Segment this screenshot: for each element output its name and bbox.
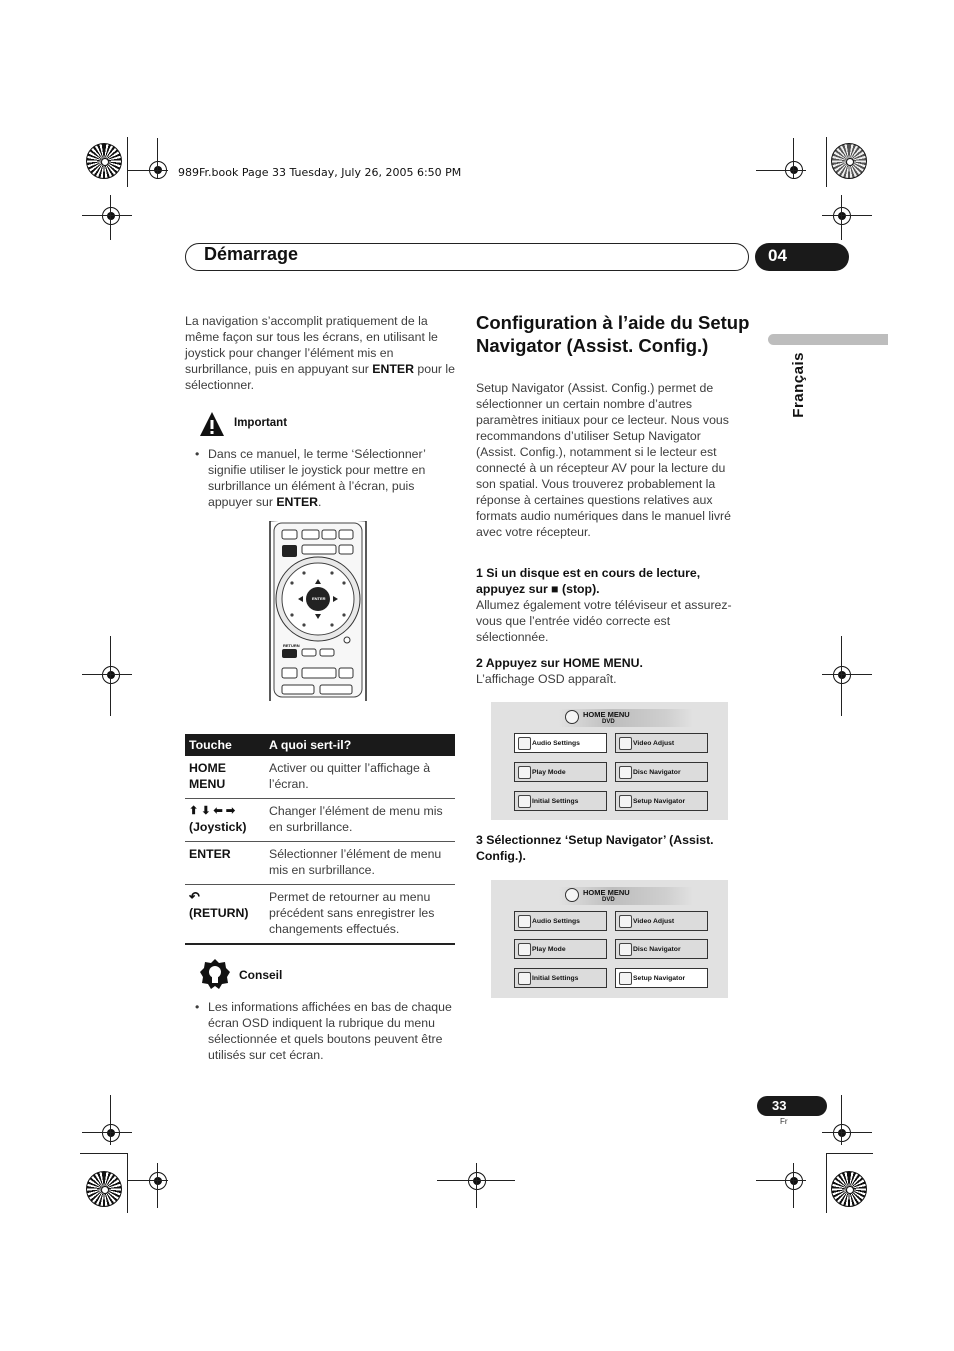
osd-initial-settings[interactable]: Initial Settings bbox=[514, 791, 607, 811]
setup-intro: Setup Navigator (Assist. Config.) permet de sélectionner un certain nombre d’autres paramètres initiaux pour ce lecteur. Nous vous recommandons d’utiliser Setup Navigator (Assist. Config.), notamment si le lecteur est connecté à un récepteur AV pour la lecture du son spatial. Vous trouverez probablement la réponse à certaines questions relatives aux formats audio numériques dans le manuel livré avec votre récepteur. bbox=[476, 381, 731, 539]
page-number: 33 bbox=[772, 1098, 787, 1113]
osd-disc-navigator[interactable]: Disc Navigator bbox=[615, 939, 708, 959]
table-row bbox=[185, 842, 455, 885]
crop-target-icon bbox=[102, 666, 120, 684]
disc-icon bbox=[565, 710, 579, 724]
desc-cell: Sélectionner l’élément de menu mis en surbrillance. bbox=[265, 842, 455, 885]
key-function-table bbox=[185, 734, 455, 945]
desc-cell: Changer l’élément de menu mis en surbrillance. bbox=[265, 799, 455, 842]
crop-target-icon bbox=[102, 1124, 120, 1142]
chapter-number: 04 bbox=[768, 246, 787, 265]
speaker-icon bbox=[518, 915, 531, 928]
disc-navigator-icon bbox=[619, 766, 632, 779]
page-number-badge bbox=[757, 1096, 827, 1116]
step-2-body: L’affichage OSD apparaît. bbox=[476, 672, 617, 686]
osd-subtitle: DVD bbox=[602, 719, 615, 725]
osd-home-menu-screen bbox=[491, 880, 728, 998]
registration-burst-icon bbox=[86, 1171, 122, 1207]
osd-play-mode[interactable]: Play Mode bbox=[514, 939, 607, 959]
section-heading: Configuration à l’aide du Setup Navigator (Assist. Config.) bbox=[476, 312, 750, 356]
language-tab bbox=[768, 334, 888, 345]
osd-video-adjust[interactable]: Video Adjust bbox=[615, 733, 708, 753]
step-3-title: 3 Sélectionnez ‘Setup Navigator’ (Assist. Config.). bbox=[476, 833, 714, 863]
step-2-title: 2 Appuyez sur HOME MENU. bbox=[476, 656, 643, 670]
osd-home-menu-screen bbox=[491, 702, 728, 820]
osd-video-adjust[interactable]: Video Adjust bbox=[615, 911, 708, 931]
crop-target-icon bbox=[468, 1172, 486, 1190]
remote-enter-label: ENTER bbox=[312, 596, 326, 601]
osd-audio-settings[interactable]: Audio Settings bbox=[514, 911, 607, 931]
crop-target-icon bbox=[149, 1172, 167, 1190]
monitor-icon bbox=[619, 915, 632, 928]
disc-navigator-icon bbox=[619, 943, 632, 956]
key-cell: ↶ (RETURN) bbox=[185, 885, 265, 945]
important-bullet: • Dans ce manuel, le terme ‘Sélectionner’ signifie utiliser le joystick pour mettre en surbrillance un élément à l’écran, puis appuyer sur ENTER. bbox=[195, 447, 426, 509]
return-icon: ↶ bbox=[189, 889, 200, 904]
setup-navigator-icon bbox=[619, 795, 632, 808]
step-1-body: Allumez également votre téléviseur et assurez-vous que l’entrée vidéo correcte est sélectionnée. bbox=[476, 598, 732, 644]
osd-title: HOME MENU bbox=[583, 710, 630, 719]
disc-icon bbox=[565, 888, 579, 902]
joystick-arrows-icon: ⬆ ⬇ ⬅ ➡ bbox=[189, 805, 236, 817]
remote-return-label: RETURN bbox=[283, 643, 300, 648]
table-row bbox=[185, 885, 455, 945]
section-title: Démarrage bbox=[204, 244, 299, 264]
osd-disc-navigator[interactable]: Disc Navigator bbox=[615, 762, 708, 782]
important-icon bbox=[199, 411, 225, 437]
table-header-purpose: A quoi sert-il? bbox=[265, 734, 455, 756]
settings-icon bbox=[518, 795, 531, 808]
key-cell: ⬆ ⬇ ⬅ ➡ (Joystick) bbox=[185, 799, 265, 842]
registration-burst-icon bbox=[86, 143, 122, 179]
registration-burst-icon bbox=[831, 1171, 867, 1207]
desc-cell: Activer ou quitter l’affichage à l’écran. bbox=[265, 756, 455, 799]
key-cell: HOME MENU bbox=[185, 756, 265, 799]
play-mode-icon bbox=[518, 943, 531, 956]
language-label: Français bbox=[790, 352, 807, 418]
settings-icon bbox=[518, 972, 531, 985]
table-row bbox=[185, 799, 455, 842]
osd-setup-navigator[interactable]: Setup Navigator bbox=[615, 791, 708, 811]
tip-bullet: • Les informations affichées en bas de chaque écran OSD indiquent la rubrique du menu sélectionnée et quels boutons peuvent être utilisés sur cet écran. bbox=[195, 1000, 452, 1062]
crop-target-icon bbox=[833, 1124, 851, 1142]
crop-target-icon bbox=[102, 207, 120, 225]
osd-setup-navigator[interactable]: Setup Navigator bbox=[615, 968, 708, 988]
osd-play-mode[interactable]: Play Mode bbox=[514, 762, 607, 782]
setup-navigator-icon bbox=[619, 972, 632, 985]
remote-control-illustration bbox=[264, 521, 372, 701]
osd-subtitle: DVD bbox=[602, 897, 615, 903]
table-header-key: Touche bbox=[185, 734, 265, 756]
monitor-icon bbox=[619, 737, 632, 750]
crop-target-icon bbox=[833, 207, 851, 225]
table-row bbox=[185, 756, 455, 799]
play-mode-icon bbox=[518, 766, 531, 779]
crop-target-icon bbox=[833, 666, 851, 684]
osd-title: HOME MENU bbox=[583, 888, 630, 897]
osd-initial-settings[interactable]: Initial Settings bbox=[514, 968, 607, 988]
tip-title: Conseil bbox=[239, 968, 283, 982]
osd-audio-settings[interactable]: Audio Settings bbox=[514, 733, 607, 753]
desc-cell: Permet de retourner au menu précédent sans enregistrer les changements effectués. bbox=[265, 885, 455, 945]
intro-paragraph: La navigation s’accomplit pratiquement de la même façon sur tous les écrans, en utilisant le joystick pour changer l’élément mis en surbrillance, puis en appuyant sur ENTER pour le sélectionner. bbox=[185, 314, 456, 392]
crop-target-icon bbox=[785, 1172, 803, 1190]
important-title: Important bbox=[234, 417, 288, 429]
page-language: Fr bbox=[780, 1117, 788, 1126]
step-1-title: 1 Si un disque est en cours de lecture, appuyez sur ■ (stop). bbox=[476, 566, 701, 596]
key-cell: ENTER bbox=[185, 842, 265, 885]
tip-lightbulb-icon bbox=[200, 959, 230, 991]
print-header: 989Fr.book Page 33 Tuesday, July 26, 2005 6:50 PM bbox=[178, 166, 462, 179]
speaker-icon bbox=[518, 737, 531, 750]
registration-burst-icon bbox=[831, 143, 867, 179]
